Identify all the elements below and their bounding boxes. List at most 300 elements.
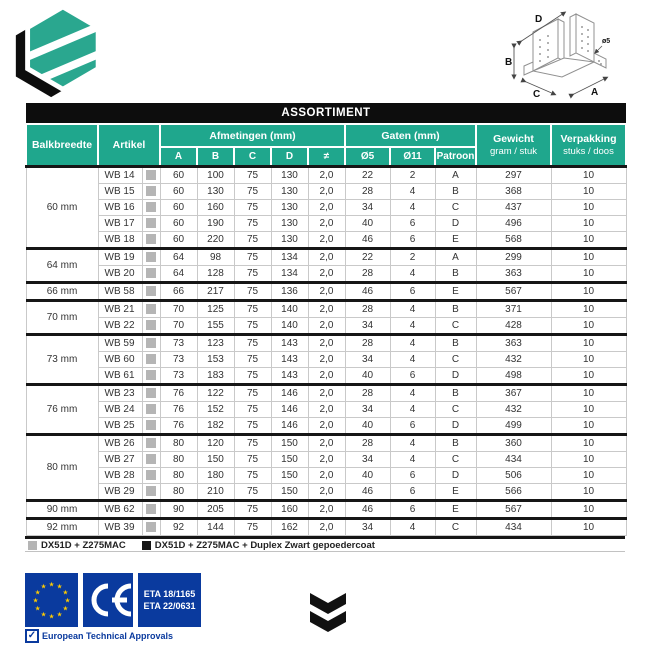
patroon-cell: B	[435, 266, 476, 283]
gray-swatch-icon	[146, 268, 156, 278]
verpakking-cell: 10	[551, 435, 626, 452]
holes-o5-cell: 22	[345, 249, 390, 266]
verpakking-cell: 10	[551, 216, 626, 232]
dim-a-cell: 60	[160, 216, 197, 232]
dim-c-cell: 75	[234, 418, 271, 435]
gewicht-cell: 299	[476, 249, 551, 266]
patroon-cell: C	[435, 452, 476, 468]
artikel-cell: WB 26	[98, 435, 142, 452]
finish-cell	[142, 519, 160, 536]
dim-a-cell: 73	[160, 335, 197, 352]
dim-d-cell: 150	[271, 468, 308, 484]
header-col-patroon: Patroon	[435, 147, 476, 167]
ce-mark-icon	[83, 573, 133, 627]
verpakking-cell: 10	[551, 452, 626, 468]
artikel-cell: WB 25	[98, 418, 142, 435]
verpakking-cell: 10	[551, 301, 626, 318]
dim-a-cell: 80	[160, 452, 197, 468]
finish-cell	[142, 232, 160, 249]
dim-b-cell: 122	[197, 385, 234, 402]
holes-o11-cell: 6	[390, 232, 435, 249]
gewicht-cell: 371	[476, 301, 551, 318]
holes-o11-cell: 4	[390, 385, 435, 402]
finish-cell	[142, 402, 160, 418]
finish-cell	[142, 266, 160, 283]
table-title: ASSORTIMENT	[26, 103, 626, 124]
thickness-cell: 2,0	[308, 352, 345, 368]
header-gewicht	[476, 124, 551, 167]
header-verpakking-sub: stuks / doos	[563, 146, 614, 157]
verpakking-cell: 10	[551, 385, 626, 402]
holes-o5-cell: 40	[345, 216, 390, 232]
gray-swatch-icon	[146, 470, 156, 480]
verpakking-cell: 10	[551, 484, 626, 501]
dim-c-cell: 75	[234, 318, 271, 335]
dim-d-cell: 150	[271, 484, 308, 501]
table-row	[26, 385, 626, 402]
holes-o5-cell: 46	[345, 501, 390, 519]
certification-row	[25, 573, 201, 627]
dim-d-cell: 150	[271, 452, 308, 468]
artikel-cell: WB 17	[98, 216, 142, 232]
balkbreedte-cell: 66 mm	[26, 283, 98, 301]
finish-cell	[142, 452, 160, 468]
patroon-cell: B	[435, 335, 476, 352]
dim-c-cell: 75	[234, 167, 271, 184]
artikel-cell: WB 21	[98, 301, 142, 318]
gray-swatch-icon	[146, 338, 156, 348]
thickness-cell: 2,0	[308, 435, 345, 452]
dim-b-cell: 182	[197, 418, 234, 435]
finish-cell	[142, 301, 160, 318]
artikel-cell: WB 61	[98, 368, 142, 385]
thickness-cell: 2,0	[308, 216, 345, 232]
dim-a-cell: 70	[160, 318, 197, 335]
balkbreedte-cell: 73 mm	[26, 335, 98, 385]
thickness-cell: 2,0	[308, 368, 345, 385]
thickness-cell: 2,0	[308, 318, 345, 335]
table-row	[26, 318, 626, 335]
dim-c-cell: 75	[234, 335, 271, 352]
dim-d-cell: 146	[271, 385, 308, 402]
dim-d-cell: 150	[271, 435, 308, 452]
verpakking-cell: 10	[551, 232, 626, 249]
dim-a-cell: 92	[160, 519, 197, 536]
gewicht-cell: 437	[476, 200, 551, 216]
table-body	[26, 167, 626, 536]
holes-o11-cell: 6	[390, 418, 435, 435]
svg-text:★: ★	[62, 589, 69, 597]
holes-o11-cell: 2	[390, 167, 435, 184]
patroon-cell: B	[435, 301, 476, 318]
holes-o11-cell: 6	[390, 468, 435, 484]
svg-text:★: ★	[48, 581, 55, 589]
dim-b-cell: 123	[197, 335, 234, 352]
hexagon-logo-icon	[8, 3, 106, 101]
holes-o5-cell: 28	[345, 266, 390, 283]
verpakking-cell: 10	[551, 266, 626, 283]
table-row	[26, 402, 626, 418]
dim-d-cell: 143	[271, 352, 308, 368]
finish-cell	[142, 283, 160, 301]
thickness-cell: 2,0	[308, 501, 345, 519]
dim-a-cell: 76	[160, 418, 197, 435]
dim-d-cell: 146	[271, 418, 308, 435]
patroon-cell: B	[435, 435, 476, 452]
dim-d-cell: 162	[271, 519, 308, 536]
thickness-cell: 2,0	[308, 519, 345, 536]
table-row	[26, 283, 626, 301]
gray-swatch-icon	[146, 170, 156, 180]
holes-o5-cell: 28	[345, 435, 390, 452]
header-gewicht-sub: gram / stuk	[490, 146, 537, 157]
dim-a-cell: 66	[160, 283, 197, 301]
finish-cell	[142, 200, 160, 216]
dim-c-cell: 75	[234, 200, 271, 216]
artikel-cell: WB 60	[98, 352, 142, 368]
dim-c-cell: 75	[234, 301, 271, 318]
dim-b-cell: 100	[197, 167, 234, 184]
thickness-cell: 2,0	[308, 266, 345, 283]
svg-text:★: ★	[56, 611, 63, 619]
holes-o5-cell: 28	[345, 385, 390, 402]
gray-swatch-icon	[146, 522, 156, 532]
eta-line-1: ETA 18/1165	[143, 589, 196, 599]
dim-a-cell: 80	[160, 468, 197, 484]
holes-o11-cell: 4	[390, 184, 435, 200]
artikel-cell: WB 58	[98, 283, 142, 301]
verpakking-cell: 10	[551, 249, 626, 266]
legend-item-galvanized	[28, 540, 126, 551]
svg-text:★: ★	[34, 605, 41, 613]
dim-c-cell: 75	[234, 249, 271, 266]
verpakking-cell: 10	[551, 283, 626, 301]
table-row	[26, 501, 626, 519]
dim-c-cell: 75	[234, 232, 271, 249]
dim-b-cell: 128	[197, 266, 234, 283]
dim-a-cell: 64	[160, 266, 197, 283]
table-row	[26, 352, 626, 368]
patroon-cell: E	[435, 501, 476, 519]
dim-d-cell: 134	[271, 249, 308, 266]
gray-swatch-icon	[146, 504, 156, 514]
holes-o11-cell: 4	[390, 318, 435, 335]
finish-cell	[142, 216, 160, 232]
verpakking-cell: 10	[551, 184, 626, 200]
thickness-cell: 2,0	[308, 385, 345, 402]
dim-a-cell: 90	[160, 501, 197, 519]
thickness-cell: 2,0	[308, 452, 345, 468]
gewicht-cell: 434	[476, 452, 551, 468]
artikel-cell: WB 24	[98, 402, 142, 418]
gray-swatch-icon	[146, 454, 156, 464]
gewicht-cell: 498	[476, 368, 551, 385]
verpakking-cell: 10	[551, 402, 626, 418]
gray-swatch-icon	[146, 404, 156, 414]
header-col-d: D	[271, 147, 308, 167]
artikel-cell: WB 14	[98, 167, 142, 184]
finish-cell	[142, 184, 160, 200]
dim-b-cell: 150	[197, 452, 234, 468]
header-col-c: C	[234, 147, 271, 167]
balkbreedte-cell: 76 mm	[26, 385, 98, 435]
patroon-cell: C	[435, 352, 476, 368]
balkbreedte-cell: 90 mm	[26, 501, 98, 519]
holes-o5-cell: 34	[345, 318, 390, 335]
table-row	[26, 368, 626, 385]
patroon-cell: C	[435, 402, 476, 418]
verpakking-cell: 10	[551, 418, 626, 435]
header-afmetingen: Afmetingen (mm)	[160, 124, 345, 147]
patroon-cell: D	[435, 468, 476, 484]
holes-o11-cell: 4	[390, 452, 435, 468]
eu-flag-icon	[25, 573, 78, 627]
patroon-cell: B	[435, 385, 476, 402]
artikel-cell: WB 16	[98, 200, 142, 216]
dim-d-cell: 130	[271, 184, 308, 200]
holes-o11-cell: 6	[390, 501, 435, 519]
dim-c-cell: 75	[234, 435, 271, 452]
table-row	[26, 232, 626, 249]
patroon-cell: D	[435, 368, 476, 385]
gray-swatch-icon	[146, 286, 156, 296]
holes-o5-cell: 40	[345, 368, 390, 385]
verpakking-cell: 10	[551, 501, 626, 519]
gewicht-cell: 506	[476, 468, 551, 484]
patroon-cell: C	[435, 318, 476, 335]
artikel-cell: WB 29	[98, 484, 142, 501]
verpakking-cell: 10	[551, 200, 626, 216]
dim-a-cell: 80	[160, 484, 197, 501]
gray-swatch-icon	[146, 252, 156, 262]
thickness-cell: 2,0	[308, 418, 345, 435]
dim-b-cell: 180	[197, 468, 234, 484]
gewicht-cell: 368	[476, 184, 551, 200]
gewicht-cell: 367	[476, 385, 551, 402]
technical-approvals-note	[25, 629, 173, 643]
dim-b-cell: 130	[197, 184, 234, 200]
svg-text:★: ★	[32, 597, 39, 605]
patroon-cell: C	[435, 519, 476, 536]
dim-d-cell: 146	[271, 402, 308, 418]
dim-c-cell: 75	[234, 452, 271, 468]
artikel-cell: WB 59	[98, 335, 142, 352]
verpakking-cell: 10	[551, 368, 626, 385]
holes-o11-cell: 4	[390, 402, 435, 418]
dim-a-cell: 64	[160, 249, 197, 266]
gray-swatch-icon	[146, 202, 156, 212]
holes-o5-cell: 46	[345, 283, 390, 301]
holes-o11-cell: 4	[390, 335, 435, 352]
svg-text:★: ★	[56, 583, 63, 591]
gray-swatch-icon	[146, 234, 156, 244]
dim-b-cell: 98	[197, 249, 234, 266]
gewicht-cell: 568	[476, 232, 551, 249]
dim-c-cell: 75	[234, 501, 271, 519]
header-gaten: Gaten (mm)	[345, 124, 476, 147]
dim-d-cell: 130	[271, 167, 308, 184]
dim-b-cell: 125	[197, 301, 234, 318]
dim-c-cell: 75	[234, 184, 271, 200]
table-title-row	[26, 103, 626, 124]
black-swatch-icon	[142, 541, 151, 550]
artikel-cell: WB 39	[98, 519, 142, 536]
dim-a-cell: 73	[160, 352, 197, 368]
thickness-cell: 2,0	[308, 484, 345, 501]
gewicht-cell: 360	[476, 435, 551, 452]
finish-cell	[142, 468, 160, 484]
dim-b-cell: 120	[197, 435, 234, 452]
dim-d-cell: 140	[271, 318, 308, 335]
patroon-cell: B	[435, 184, 476, 200]
dim-c-cell: 75	[234, 283, 271, 301]
artikel-cell: WB 62	[98, 501, 142, 519]
thickness-cell: 2,0	[308, 402, 345, 418]
artikel-cell: WB 27	[98, 452, 142, 468]
holes-o11-cell: 4	[390, 435, 435, 452]
dim-d-cell: 143	[271, 368, 308, 385]
dim-c-cell: 75	[234, 468, 271, 484]
header-col-a: A	[160, 147, 197, 167]
finish-cell	[142, 352, 160, 368]
dim-d-cell: 136	[271, 283, 308, 301]
dim-c-cell: 75	[234, 484, 271, 501]
gewicht-cell: 297	[476, 167, 551, 184]
dim-label-c: C	[533, 89, 541, 100]
thickness-cell: 2,0	[308, 249, 345, 266]
dim-a-cell: 73	[160, 368, 197, 385]
gewicht-cell: 363	[476, 335, 551, 352]
header-artikel: Artikel	[98, 124, 160, 167]
gewicht-cell: 499	[476, 418, 551, 435]
table-row	[26, 216, 626, 232]
holes-o5-cell: 28	[345, 184, 390, 200]
checkmark-icon: ✓	[25, 629, 39, 643]
svg-text:★: ★	[34, 589, 41, 597]
header-gewicht-title: Gewicht	[493, 133, 534, 145]
svg-text:★: ★	[40, 611, 47, 619]
holes-o11-cell: 2	[390, 249, 435, 266]
dim-c-cell: 75	[234, 216, 271, 232]
assortiment-table	[25, 103, 627, 536]
holes-o5-cell: 28	[345, 301, 390, 318]
product-table	[25, 103, 627, 536]
balkbreedte-cell: 64 mm	[26, 249, 98, 283]
approvals-label: European Technical Approvals	[42, 631, 174, 641]
table-row	[26, 418, 626, 435]
header-verpakking	[551, 124, 626, 167]
patroon-cell: D	[435, 418, 476, 435]
dim-b-cell: 160	[197, 200, 234, 216]
finish-cell	[142, 435, 160, 452]
holes-o5-cell: 28	[345, 335, 390, 352]
hexagon-logo	[8, 3, 106, 106]
svg-text:★: ★	[48, 613, 55, 621]
gewicht-cell: 496	[476, 216, 551, 232]
eta-approvals-badge	[138, 573, 201, 627]
chevron-down-double-icon	[308, 592, 348, 639]
gray-swatch-icon	[146, 186, 156, 196]
dim-c-cell: 75	[234, 385, 271, 402]
holes-o11-cell: 6	[390, 283, 435, 301]
dim-b-cell: 205	[197, 501, 234, 519]
dim-d-cell: 134	[271, 266, 308, 283]
patroon-cell: E	[435, 232, 476, 249]
header-row-main	[26, 124, 626, 147]
finish-cell	[142, 484, 160, 501]
holes-o5-cell: 34	[345, 352, 390, 368]
dim-a-cell: 70	[160, 301, 197, 318]
thickness-cell: 2,0	[308, 200, 345, 216]
gewicht-cell: 566	[476, 484, 551, 501]
svg-text:★: ★	[40, 583, 47, 591]
holes-o5-cell: 34	[345, 519, 390, 536]
dim-a-cell: 80	[160, 435, 197, 452]
verpakking-cell: 10	[551, 519, 626, 536]
eta-line-2: ETA 22/0631	[143, 601, 196, 611]
balkbreedte-cell: 80 mm	[26, 435, 98, 501]
legend-label: DX51D + Z275MAC + Duplex Zwart gepoedercoat	[154, 539, 375, 551]
holes-o5-cell: 40	[345, 418, 390, 435]
gewicht-cell: 363	[476, 266, 551, 283]
dim-b-cell: 190	[197, 216, 234, 232]
holes-o11-cell: 6	[390, 216, 435, 232]
thickness-cell: 2,0	[308, 301, 345, 318]
finish-cell	[142, 418, 160, 435]
dim-d-cell: 130	[271, 216, 308, 232]
verpakking-cell: 10	[551, 335, 626, 352]
dim-b-cell: 183	[197, 368, 234, 385]
finish-cell	[142, 318, 160, 335]
gewicht-cell: 432	[476, 402, 551, 418]
dim-label-hole: ø5	[602, 38, 611, 45]
dim-b-cell: 210	[197, 484, 234, 501]
balkbreedte-cell: 70 mm	[26, 301, 98, 335]
table-row	[26, 301, 626, 318]
table-row	[26, 184, 626, 200]
holes-o5-cell: 22	[345, 167, 390, 184]
dim-d-cell: 143	[271, 335, 308, 352]
finish-cell	[142, 167, 160, 184]
legend-label: DX51D + Z275MAC	[41, 539, 126, 551]
thickness-cell: 2,0	[308, 184, 345, 200]
holes-o5-cell: 34	[345, 402, 390, 418]
dim-a-cell: 76	[160, 385, 197, 402]
verpakking-cell: 10	[551, 468, 626, 484]
patroon-cell: E	[435, 484, 476, 501]
dim-a-cell: 76	[160, 402, 197, 418]
header-col-thickness: ≠	[308, 147, 345, 167]
dim-c-cell: 75	[234, 368, 271, 385]
table-row	[26, 249, 626, 266]
gray-swatch-icon	[146, 438, 156, 448]
svg-text:★: ★	[64, 597, 71, 605]
finish-legend	[25, 536, 625, 552]
header-col-o5: Ø5	[345, 147, 390, 167]
holes-o11-cell: 6	[390, 368, 435, 385]
table-row	[26, 435, 626, 452]
artikel-cell: WB 15	[98, 184, 142, 200]
patroon-cell: C	[435, 200, 476, 216]
gewicht-cell: 428	[476, 318, 551, 335]
table-row	[26, 484, 626, 501]
balkbreedte-cell: 60 mm	[26, 167, 98, 249]
header-verpakking-title: Verpakking	[560, 133, 617, 145]
holes-o11-cell: 4	[390, 301, 435, 318]
gewicht-cell: 567	[476, 283, 551, 301]
holes-o5-cell: 34	[345, 200, 390, 216]
thickness-cell: 2,0	[308, 335, 345, 352]
